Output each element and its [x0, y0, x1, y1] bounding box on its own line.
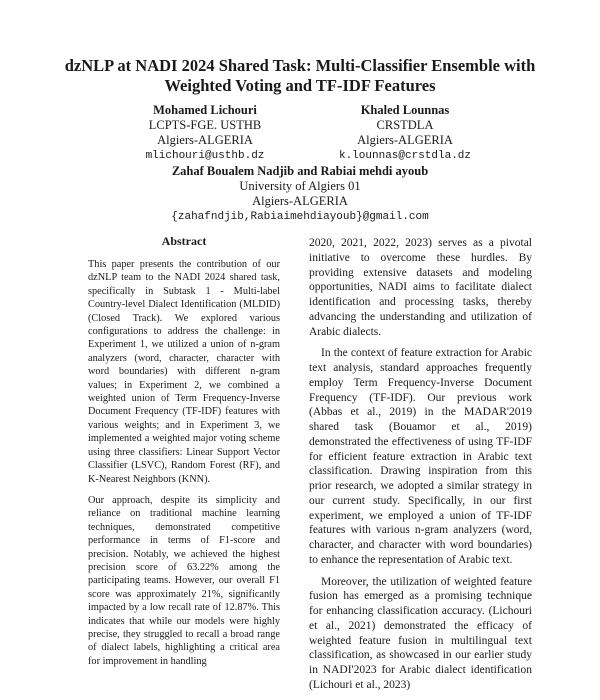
body-paragraph: 2020, 2021, 2022, 2023) serves as a pivotal initiative to overcome these hurdles. By providing extensive datasets and modeling opportunities, NADI aims to facilitate dialect identification and processing tasks, thereby advancing the understanding and utilization of Arabic dialects. — [309, 237, 532, 338]
abstract-heading: Abstract — [161, 234, 207, 248]
body-paragraph: In the context of feature extraction for Arabic text analysis, standard approaches frequently employ Term Frequency-Inverse Document Frequency (TF-IDF). Our previous work (Abbas et al., 2019) in the MADAR'2019 shared task (Bouamor et al., 2019) demonstrated the effectiveness of using TF-IDF for efficient feature extraction in Arabic text classification. Drawing inspiration from this prior research, we adopted a similar strategy in our current study. Specifically, in our first experiment, we employed a union of TF-IDF features with various n-gram analyzers (word, character, and character with word boundaries) to enhance the representation of Arabic text. — [309, 347, 532, 566]
abstract-paragraph: Our approach, despite its simplicity and reliance on traditional machine learning techniques, demonstrated competitive performance in terms of F1-score and precision. Notably, we achieved the highest precision score of 63.22% among the participating teams. However, our overall F1 score was approximately 21%, significantly impacted by a low recall rate of 12.87%. This indicates that while our models were highly precise, they struggled to recall a broad range of dialect labels, highlighting a critical area for improvement in handling — [88, 494, 280, 667]
abstract-column — [88, 258, 280, 676]
author-location: Algiers-ALGERIA — [252, 194, 348, 209]
body-column — [309, 236, 532, 700]
author-email: k.lounnas@crstdla.dz — [338, 149, 472, 162]
author-block-2 — [320, 103, 490, 164]
author-location: Algiers-ALGERIA — [157, 133, 253, 148]
author-affiliation: University of Algiers 01 — [239, 179, 361, 194]
author-affiliation: LCPTS-FGE. USTHB — [148, 118, 262, 133]
author-location: Algiers-ALGERIA — [357, 133, 453, 148]
body-paragraph: Moreover, the utilization of weighted feature fusion has emerged as a promising technique for enhancing classification accuracy. (Lichouri et al., 2021) demonstrated the efficacy of weighted feature fusion in multilingual text classification, as showcased in our earlier study in NADI'2023 for Arabic dialect identification (Lichouri et al., 2023) — [309, 575, 532, 691]
abstract-paragraph: This paper presents the contribution of our dzNLP team to the NADI 2024 shared task, specifically in Subtask 1 - Multi-label Country-level Dialect Identification (MLDID) (Closed Track). We explored various configurations to address the challenge: in Experiment 1, we utilized a union of n-gram analyzers (word, character, character with word boundaries) with different n-gram values; in Experiment 2, we combined a weighted union of Term Frequency-Inverse Document Frequency (TF-IDF) features with various weights; and in Experiment 3, we implemented a weighted major voting scheme using three classifiers: Linear Support Vector Classifier (LSVC), Random Forest (RF), and K-Nearest Neighbors (KNN). — [88, 259, 280, 485]
author-block-3 — [140, 164, 460, 225]
author-affiliation: CRSTDLA — [376, 118, 434, 133]
paper-title: dzNLP at NADI 2024 Shared Task: Multi-Classifier Ensemble with Weighted Voting and TF-IDF Features — [64, 56, 536, 95]
author-name: Mohamed Lichouri — [153, 103, 257, 117]
author-name: Khaled Lounnas — [360, 103, 450, 117]
author-name: Zahaf Boualem Nadjib and Rabiai mehdi ayoub — [171, 164, 429, 178]
author-block-1 — [120, 103, 290, 164]
author-email: {zahafndjib,Rabiaimehdiayoub}@gmail.com — [171, 210, 429, 223]
author-email: mlichouri@usthb.dz — [145, 149, 265, 162]
